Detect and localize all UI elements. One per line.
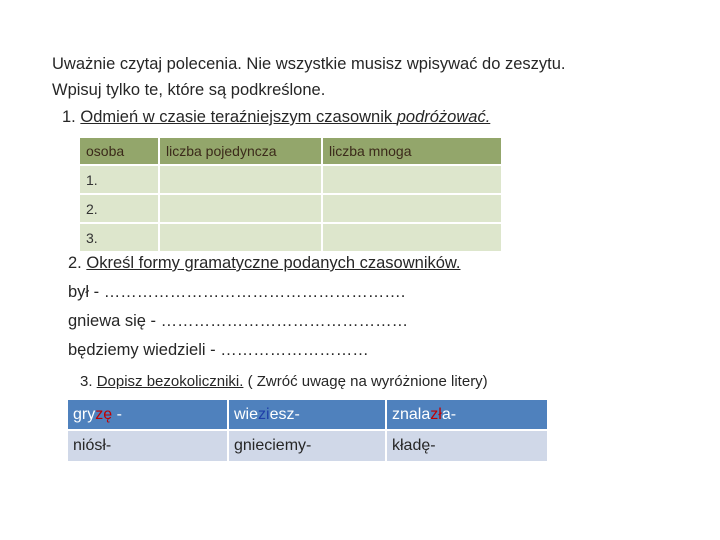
task-2-heading bbox=[68, 254, 461, 273]
verb-cell[interactable] bbox=[228, 399, 386, 430]
verb-cell[interactable] bbox=[67, 399, 228, 430]
verb-text: znala bbox=[392, 405, 431, 423]
verb-cell[interactable]: niósł- bbox=[67, 430, 228, 462]
singular-cell[interactable] bbox=[159, 223, 322, 252]
task-2-number: 2. bbox=[68, 254, 82, 272]
highlighted-letters: zł bbox=[430, 405, 442, 423]
conjugation-table bbox=[78, 136, 503, 253]
intro-line-1: Uważnie czytaj polecenia. Nie wszystkie musisz wpisywać do zeszytu. bbox=[52, 55, 566, 73]
plural-cell[interactable] bbox=[322, 165, 502, 194]
task-2-item: będziemy wiedzieli - ……………………… bbox=[68, 341, 369, 359]
task-1-verb: podróżować. bbox=[396, 108, 491, 126]
task-3-instruction: Dopisz bezokoliczniki. bbox=[96, 373, 244, 390]
header-liczba-pojedyncza: liczba pojedyncza bbox=[159, 137, 322, 165]
singular-cell[interactable] bbox=[159, 165, 322, 194]
person-cell: 3. bbox=[79, 223, 159, 252]
header-osoba: osoba bbox=[79, 137, 159, 165]
infinitive-table bbox=[66, 398, 549, 463]
task-2-item: był - ………………………………………………. bbox=[68, 283, 406, 301]
task-3-number: 3. bbox=[80, 373, 93, 390]
verb-text: gry bbox=[73, 405, 96, 423]
verb-text: esz- bbox=[269, 405, 300, 423]
table-row bbox=[67, 399, 548, 430]
task-1-instruction: Odmień w czasie teraźniejszym czasownik bbox=[80, 108, 393, 126]
plural-cell[interactable] bbox=[322, 194, 502, 223]
task-1-heading bbox=[62, 108, 490, 127]
table-row bbox=[79, 223, 502, 252]
task-2-instruction: Określ formy gramatyczne podanych czasowników. bbox=[86, 254, 461, 272]
task-1-number: 1. bbox=[62, 108, 76, 126]
verb-text: - bbox=[112, 405, 122, 423]
task-2-item: gniewa się - ……………………………………… bbox=[68, 312, 409, 330]
singular-cell[interactable] bbox=[159, 194, 322, 223]
highlighted-letters: zę bbox=[95, 405, 113, 423]
task-3-note: ( Zwróć uwagę na wyróżnione litery) bbox=[247, 373, 488, 390]
highlighted-letters: zi bbox=[258, 405, 270, 423]
header-liczba-mnoga: liczba mnoga bbox=[322, 137, 502, 165]
verb-cell[interactable]: gnieciemy- bbox=[228, 430, 386, 462]
table-row bbox=[79, 194, 502, 223]
verb-text: a- bbox=[441, 405, 457, 423]
verb-cell[interactable]: kładę- bbox=[386, 430, 548, 462]
person-cell: 1. bbox=[79, 165, 159, 194]
person-cell: 2. bbox=[79, 194, 159, 223]
verb-cell[interactable] bbox=[386, 399, 548, 430]
intro-line-2: Wpisuj tylko te, które są podkreślone. bbox=[52, 81, 326, 99]
verb-text: wie bbox=[234, 405, 259, 423]
table-row bbox=[67, 430, 548, 462]
task-3-heading bbox=[80, 373, 488, 390]
table-header-row bbox=[79, 137, 502, 165]
table-row bbox=[79, 165, 502, 194]
plural-cell[interactable] bbox=[322, 223, 502, 252]
